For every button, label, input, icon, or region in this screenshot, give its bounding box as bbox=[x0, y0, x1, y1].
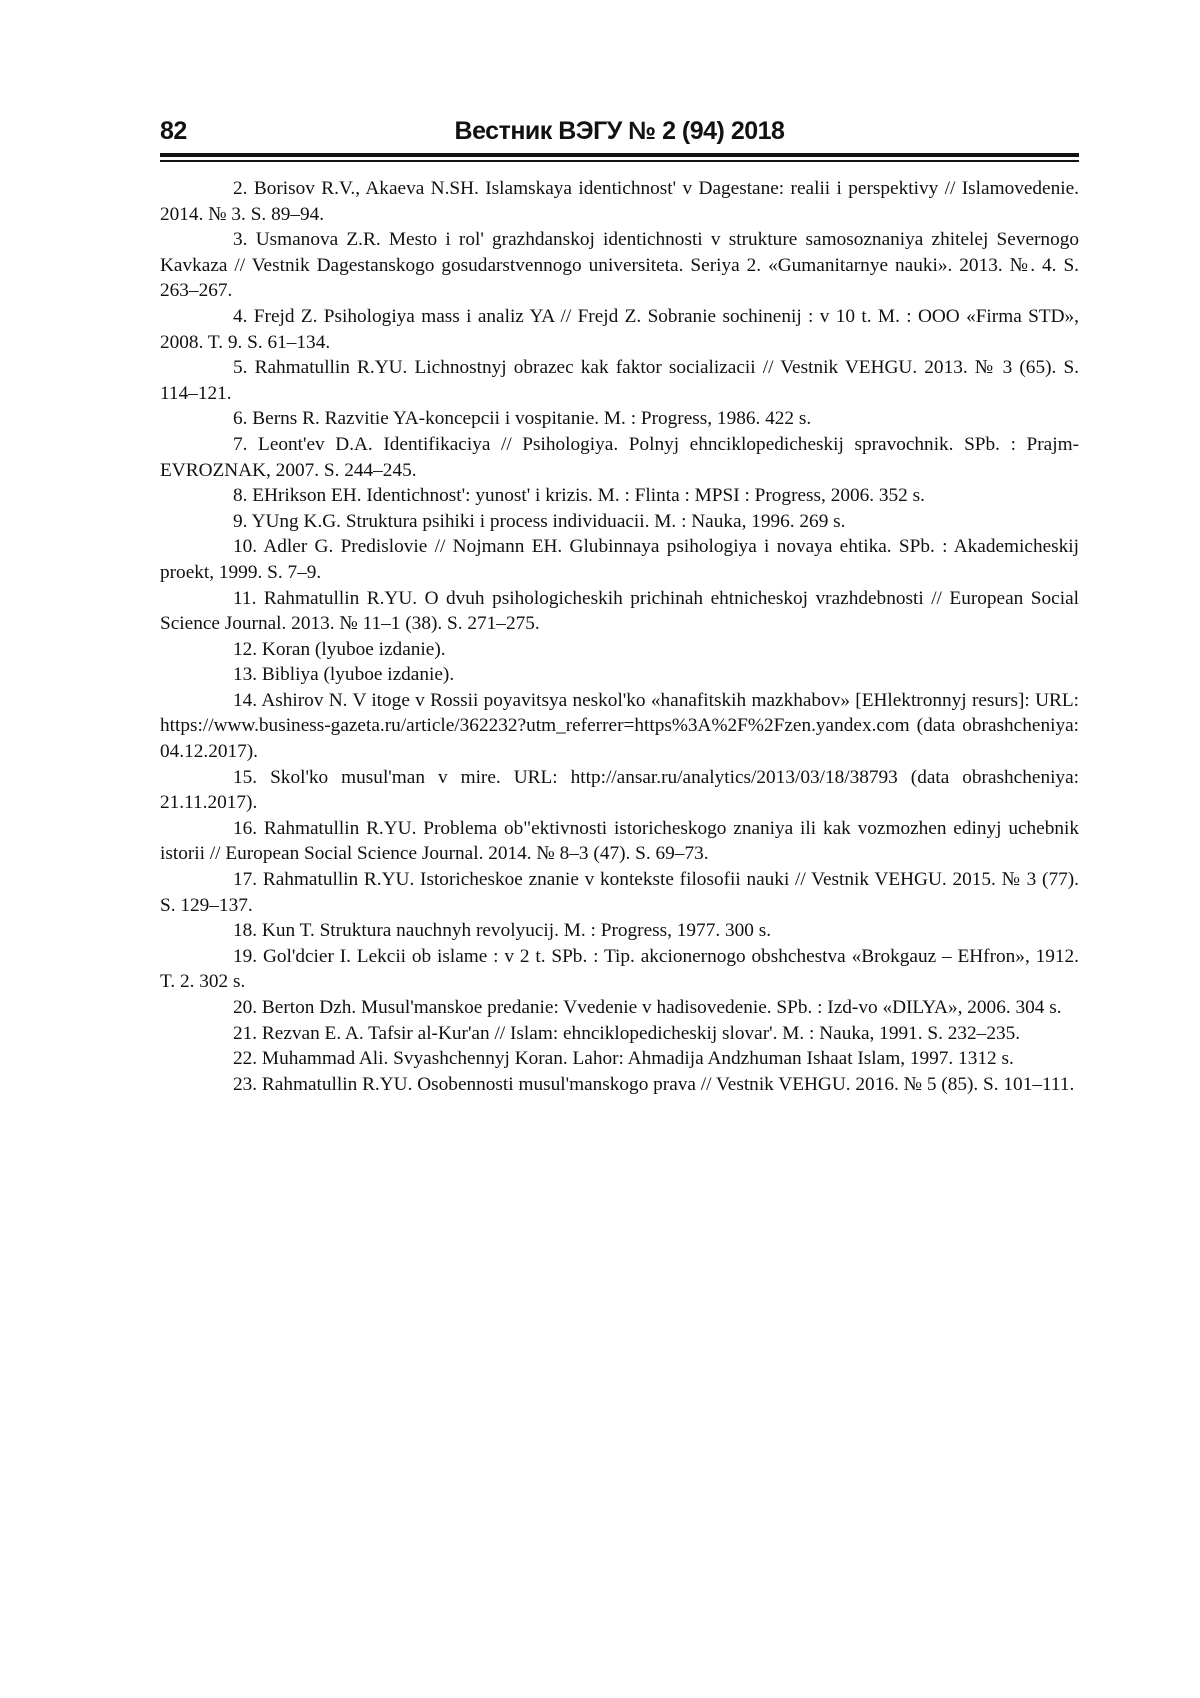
reference-item: 18. Kun T. Struktura nauchnyh revolyucij. M. : Progress, 1977. 300 s. bbox=[233, 920, 772, 942]
reference-item: 11. Rahmatullin R.YU. O dvuh psihologicheskih prichinah ehtnicheskoj vrazhdebnosti // European Social Science Journal. 2013. № 11–1 (38). S. 271–275. bbox=[160, 587, 1079, 635]
reference-item: 3. Usmanova Z.R. Mesto i rol' grazhdanskoj identichnosti v strukture samosoznaniya zhitelej Severnogo Kavkaza // Vestnik Dagestanskogo gosudarstvennogo universiteta. Seriya 2. «Gumanitarnye nauki». 2013. №. 4. S. 263–267. bbox=[160, 229, 1079, 302]
reference-item: 5. Rahmatullin R.YU. Lichnostnyj obrazec kak faktor socializacii // Vestnik VEHGU. 2013. № 3 (65). S. 114–121. bbox=[160, 357, 1079, 404]
reference-item: 10. Adler G. Predislovie // Nojmann EH. Glubinnaya psihologiya i novaya ehtika. SPb. : Akademicheskij proekt, 1999. S. 7–9. bbox=[160, 536, 1079, 583]
header-rule-thin bbox=[160, 160, 1079, 162]
journal-title: Вестник ВЭГУ № 2 (94) 2018 bbox=[454, 117, 785, 145]
running-header bbox=[160, 116, 1079, 150]
reference-item: 22. Muhammad Ali. Svyashchennyj Koran. Lahor: Ahmadija Andzhuman Ishaat Islam, 1997. 1312 s. bbox=[233, 1048, 1014, 1070]
reference-item: 14. Ashirov N. V itoge v Rossii poyavitsya neskol'ko «hanafitskih mazkhabov» [EHlektronnyj resurs]: URL: https://www.business-gazeta.ru/article/362232?utm_referrer=https%3A%2F%2Fzen.​yandex.com (data obrashcheniya: 04.12.2017). bbox=[160, 689, 1079, 763]
page-number: 82 bbox=[160, 117, 187, 145]
reference-item: 15. Skol'ko musul'man v mire. URL: http://ansar.ru/analytics/2013/03/18/38793 (data obrashcheniya: 21.11.2017). bbox=[160, 766, 1079, 814]
journal-page bbox=[160, 0, 1079, 1698]
reference-item: 9. YUng K.G. Struktura psihiki i process individuacii. M. : Nauka, 1996. 269 s. bbox=[233, 510, 846, 532]
reference-item: 12. Koran (lyuboe izdanie). bbox=[233, 638, 446, 660]
reference-item: 4. Frejd Z. Psihologiya mass i analiz YA // Frejd Z. Sobranie sochinenij : v 10 t. M. : OOO «Firma STD», 2008. T. 9. S. 61–134. bbox=[160, 305, 1079, 353]
reference-item: 23. Rahmatullin R.YU. Osobennosti musul'manskogo prava // Vestnik VEHGU. 2016. № 5 (85). S. 101–111. bbox=[233, 1073, 1075, 1095]
reference-item: 21. Rezvan E. A. Tafsir al-Kur'an // Islam: ehnciklopedicheskij slovar'. M. : Nauka, 1991. S. 232–235. bbox=[233, 1022, 1021, 1044]
reference-item: 6. Berns R. Razvitie YA-koncepcii i vospitanie. M. : Progress, 1986. 422 s. bbox=[233, 408, 812, 430]
header-rule-thick bbox=[160, 153, 1079, 157]
reference-list bbox=[160, 176, 1079, 1097]
reference-item: 8. EHrikson EH. Identichnost': yunost' i krizis. M. : Flinta : MPSI : Progress, 2006. 352 s. bbox=[233, 485, 925, 507]
reference-item: 19. Gol'dcier I. Lekcii ob islame : v 2 t. SPb. : Tip. akcionernogo obshchestva «Brokgauz – EHfron», 1912. T. 2. 302 s. bbox=[160, 945, 1079, 993]
reference-item: 13. Bibliya (lyuboe izdanie). bbox=[233, 664, 455, 686]
reference-item: 2. Borisov R.V., Akaeva N.SH. Islamskaya identichnost' v Dagestane: realii i perspektivy // Islamovedenie. 2014. № 3. S. 89–94. bbox=[160, 178, 1079, 225]
reference-item: 7. Leont'ev D.A. Identifikaciya // Psihologiya. Polnyj ehnciklopedicheskij spravochnik. SPb. : Prajm-EVROZNAK, 2007. S. 244–245. bbox=[160, 433, 1079, 481]
reference-item: 16. Rahmatullin R.YU. Problema ob"ektivnosti istoricheskogo znaniya ili kak vozmozhen edinyj uchebnik istorii // European Social Science Journal. 2014. № 8–3 (47). S. 69–73. bbox=[160, 817, 1079, 865]
reference-item: 17. Rahmatullin R.YU. Istoricheskoe znanie v kontekste filosofii nauki // Vestnik VEHGU. 2015. № 3 (77). S. 129–137. bbox=[160, 869, 1079, 916]
reference-item: 20. Berton Dzh. Musul'manskoe predanie: Vvedenie v hadisovedenie. SPb. : Izd-vo «DILYA», 2006. 304 s. bbox=[233, 997, 1062, 1018]
